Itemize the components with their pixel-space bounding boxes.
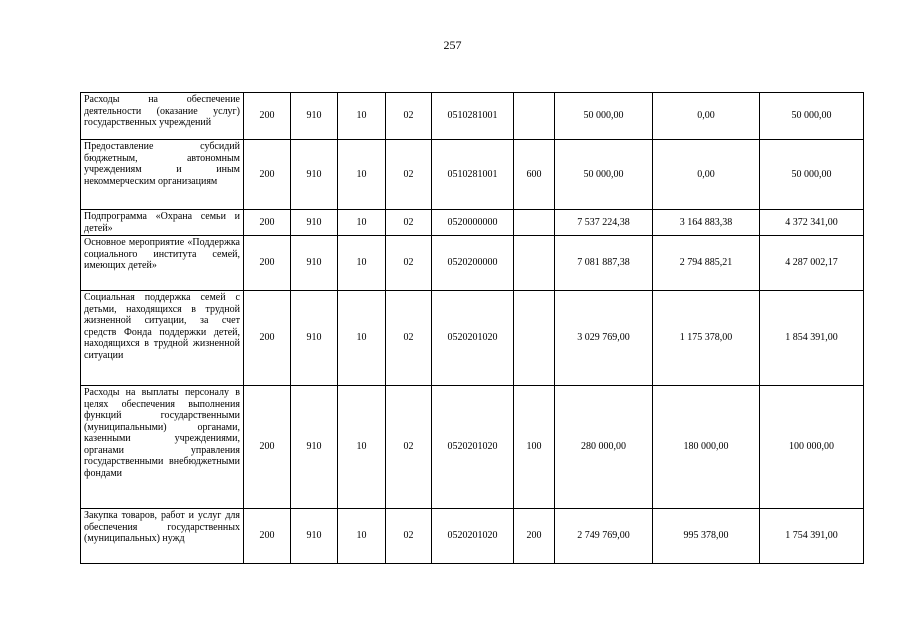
row-name: Закупка товаров, работ и услуг для обеспечения государственных (муниципальных) нужд [81,509,244,564]
cell-vr: 200 [514,509,555,564]
row-name: Социальная поддержка семей с детьми, находящихся в трудной жизненной ситуации, за счет средств Фонда поддержки детей, находящихся в трудной жизненной ситуации [81,291,244,386]
cell-ved: 200 [244,93,291,140]
cell-code: 910 [291,140,338,210]
cell-sum2: 0,00 [653,140,760,210]
row-name: Подпрограмма «Охрана семьи и детей» [81,210,244,236]
cell-vr [514,93,555,140]
table-row [81,210,864,236]
cell-sum3: 1 854 391,00 [760,291,864,386]
cell-sum3: 4 287 002,17 [760,236,864,291]
cell-ved: 200 [244,236,291,291]
table-row [81,509,864,564]
cell-pr: 02 [386,291,432,386]
cell-rz: 10 [338,291,386,386]
cell-sum1: 2 749 769,00 [555,509,653,564]
cell-csr: 0520000000 [432,210,514,236]
cell-rz: 10 [338,210,386,236]
table-body [81,93,864,564]
cell-pr: 02 [386,210,432,236]
cell-vr [514,236,555,291]
table-row [81,236,864,291]
cell-ved: 200 [244,291,291,386]
cell-sum3: 100 000,00 [760,386,864,509]
cell-code: 910 [291,236,338,291]
row-name: Основное мероприятие «Поддержка социального института семей, имеющих детей» [81,236,244,291]
cell-sum3: 50 000,00 [760,93,864,140]
cell-rz: 10 [338,140,386,210]
cell-sum3: 4 372 341,00 [760,210,864,236]
cell-vr: 100 [514,386,555,509]
cell-rz: 10 [338,236,386,291]
cell-code: 910 [291,210,338,236]
cell-sum1: 3 029 769,00 [555,291,653,386]
row-name: Расходы на выплаты персоналу в целях обеспечения выполнения функций государственными (муниципальными) органами, казенными учреждениями, органами управления государственными внебюджетными фондами [81,386,244,509]
cell-vr: 600 [514,140,555,210]
cell-pr: 02 [386,509,432,564]
cell-sum1: 50 000,00 [555,93,653,140]
cell-vr [514,291,555,386]
cell-code: 910 [291,386,338,509]
table-row [81,386,864,509]
cell-sum1: 50 000,00 [555,140,653,210]
cell-code: 910 [291,93,338,140]
cell-sum2: 0,00 [653,93,760,140]
cell-ved: 200 [244,386,291,509]
cell-sum3: 50 000,00 [760,140,864,210]
table-row [81,93,864,140]
cell-sum2: 1 175 378,00 [653,291,760,386]
cell-csr: 0510281001 [432,140,514,210]
cell-csr: 0520201020 [432,291,514,386]
cell-code: 910 [291,509,338,564]
table-row [81,140,864,210]
row-name: Расходы на обеспечение деятельности (оказание услуг) государственных учреждений [81,93,244,140]
cell-vr [514,210,555,236]
cell-sum2: 3 164 883,38 [653,210,760,236]
row-name: Предоставление субсидий бюджетным, автономным учреждениям и иным некоммерческим организациям [81,140,244,210]
cell-pr: 02 [386,140,432,210]
cell-pr: 02 [386,236,432,291]
cell-csr: 0520200000 [432,236,514,291]
cell-ved: 200 [244,140,291,210]
cell-rz: 10 [338,509,386,564]
cell-sum2: 2 794 885,21 [653,236,760,291]
cell-csr: 0520201020 [432,386,514,509]
cell-sum2: 995 378,00 [653,509,760,564]
budget-table [80,92,864,564]
page-number: 257 [443,38,462,52]
cell-sum1: 7 537 224,38 [555,210,653,236]
cell-ved: 200 [244,509,291,564]
cell-pr: 02 [386,386,432,509]
cell-sum1: 280 000,00 [555,386,653,509]
cell-rz: 10 [338,93,386,140]
cell-csr: 0520201020 [432,509,514,564]
table-row [81,291,864,386]
cell-csr: 0510281001 [432,93,514,140]
cell-sum1: 7 081 887,38 [555,236,653,291]
cell-rz: 10 [338,386,386,509]
cell-code: 910 [291,291,338,386]
cell-sum2: 180 000,00 [653,386,760,509]
cell-ved: 200 [244,210,291,236]
cell-sum3: 1 754 391,00 [760,509,864,564]
cell-pr: 02 [386,93,432,140]
